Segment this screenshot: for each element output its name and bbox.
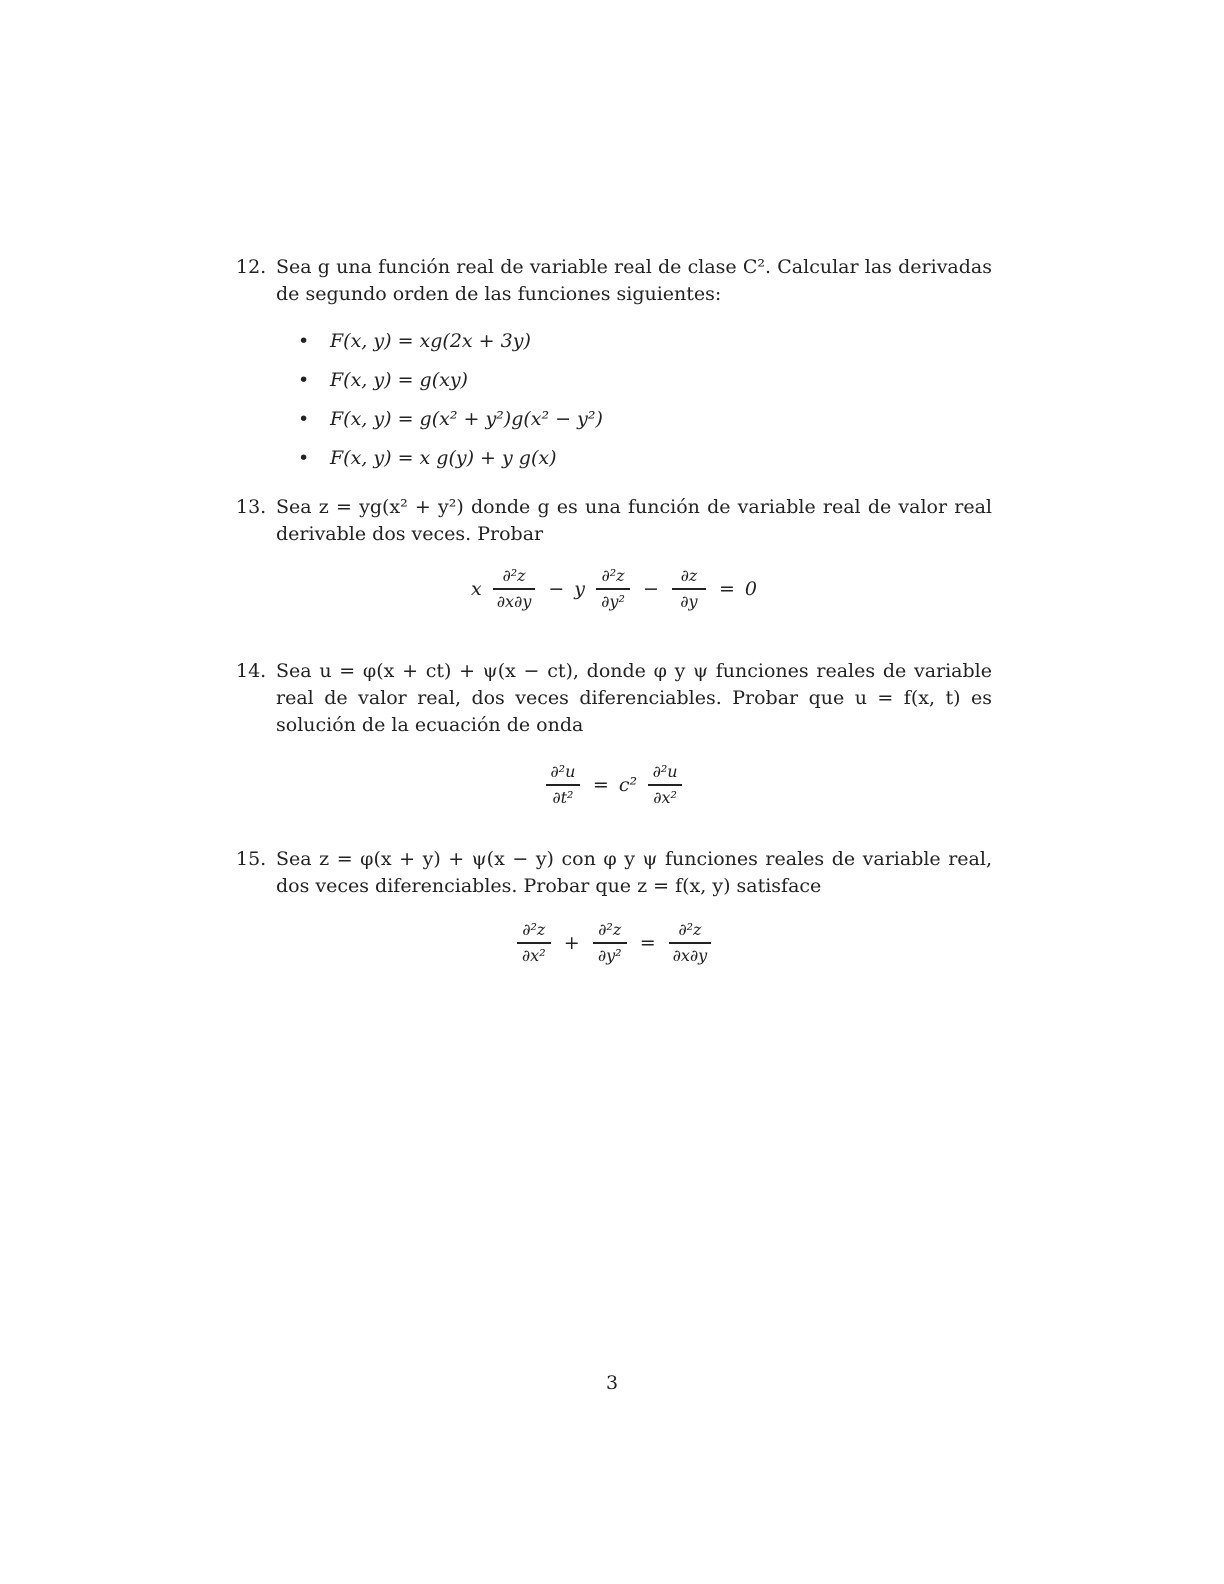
partial-derivative-fraction xyxy=(669,920,712,966)
fraction-numerator: ∂z xyxy=(680,566,698,585)
list-item xyxy=(298,328,992,355)
operator: − xyxy=(643,578,659,600)
page-number: 3 xyxy=(605,1372,619,1394)
fraction-denominator: ∂y xyxy=(680,592,698,611)
fraction-numerator: ∂²z xyxy=(598,920,622,939)
partial-derivative-fraction xyxy=(596,566,630,612)
fraction-denominator: ∂x² xyxy=(521,946,546,965)
problem-15 xyxy=(236,846,992,900)
operator: − xyxy=(548,578,565,600)
function-definition: F(x, y) = g(x² + y²)g(x² − y²) xyxy=(330,408,603,430)
function-definition: F(x, y) = g(xy) xyxy=(330,369,468,391)
problem-number: 13. xyxy=(236,496,267,518)
partial-derivative-fraction xyxy=(648,762,682,808)
problem-text: Sea z = yg(x² + y²) donde g es una función de variable real de valor real derivable dos veces. Probar xyxy=(276,496,992,545)
bullet-icon: • xyxy=(298,408,310,430)
problem-text: Sea g una función real de variable real de clase C². Calcular las derivadas de segundo orden de las funciones siguientes: xyxy=(276,256,992,305)
operator: = xyxy=(718,578,735,600)
list-item xyxy=(298,406,992,433)
fraction-numerator: ∂²z xyxy=(502,566,526,585)
fraction-denominator: ∂x∂y xyxy=(496,592,532,611)
fraction-numerator: ∂²u xyxy=(652,762,678,781)
list-item xyxy=(298,445,992,472)
fraction-bar xyxy=(593,942,627,944)
bullet-icon: • xyxy=(298,369,310,391)
problem-text: Sea u = φ(x + ct) + ψ(x − ct), donde φ y ψ funciones reales de variable real de valor real, dos veces diferenciables. Probar que u = f(x, t) es solución de la ecuación de onda xyxy=(276,660,992,736)
partial-derivative-fraction xyxy=(672,566,706,612)
fraction-bar xyxy=(493,588,536,590)
fraction-denominator: ∂x∂y xyxy=(672,946,708,965)
fraction-numerator: ∂²z xyxy=(522,920,546,939)
fraction-numerator: ∂²u xyxy=(550,762,576,781)
problem-12 xyxy=(236,254,992,484)
fraction-bar xyxy=(596,588,630,590)
partial-derivative-fraction xyxy=(546,762,580,808)
fraction-bar xyxy=(546,784,580,786)
fraction-denominator: ∂x² xyxy=(653,788,677,807)
partial-derivative-fraction xyxy=(517,920,551,966)
fraction-denominator: ∂y² xyxy=(597,946,622,965)
fraction-bar xyxy=(672,588,706,590)
fraction-bar xyxy=(517,942,551,944)
function-definition: F(x, y) = x g(y) + y g(x) xyxy=(330,447,557,469)
problem-13 xyxy=(236,494,992,548)
equation-coefficient: y xyxy=(574,578,586,600)
function-list xyxy=(298,328,992,472)
fraction-numerator: ∂²z xyxy=(601,566,625,585)
bullet-icon: • xyxy=(298,330,310,352)
partial-derivative-fraction xyxy=(593,920,627,966)
equation-coefficient: c² xyxy=(618,774,638,796)
fraction-bar xyxy=(669,942,712,944)
partial-derivative-fraction xyxy=(493,566,536,612)
fraction-numerator: ∂²z xyxy=(678,920,702,939)
problem-number: 14. xyxy=(236,660,267,682)
equation-13 xyxy=(236,566,992,612)
equation-rhs: 0 xyxy=(744,578,757,600)
problem-14 xyxy=(236,658,992,739)
operator: + xyxy=(563,932,580,954)
fraction-denominator: ∂t² xyxy=(552,788,574,807)
function-definition: F(x, y) = xg(2x + 3y) xyxy=(330,330,531,352)
operator: = xyxy=(592,774,609,796)
equation-14 xyxy=(236,760,992,808)
fraction-bar xyxy=(648,784,682,786)
problem-number: 15. xyxy=(236,848,267,870)
equation-15 xyxy=(236,918,992,966)
list-item xyxy=(298,367,992,394)
equation-coefficient: x xyxy=(471,578,482,600)
problem-number: 12. xyxy=(236,256,267,278)
operator: = xyxy=(639,932,656,954)
fraction-denominator: ∂y² xyxy=(601,592,625,611)
problem-text: Sea z = φ(x + y) + ψ(x − y) con φ y ψ funciones reales de variable real, dos veces diferenciables. Probar que z = f(x, y) satisface xyxy=(276,848,992,897)
bullet-icon: • xyxy=(298,447,310,469)
